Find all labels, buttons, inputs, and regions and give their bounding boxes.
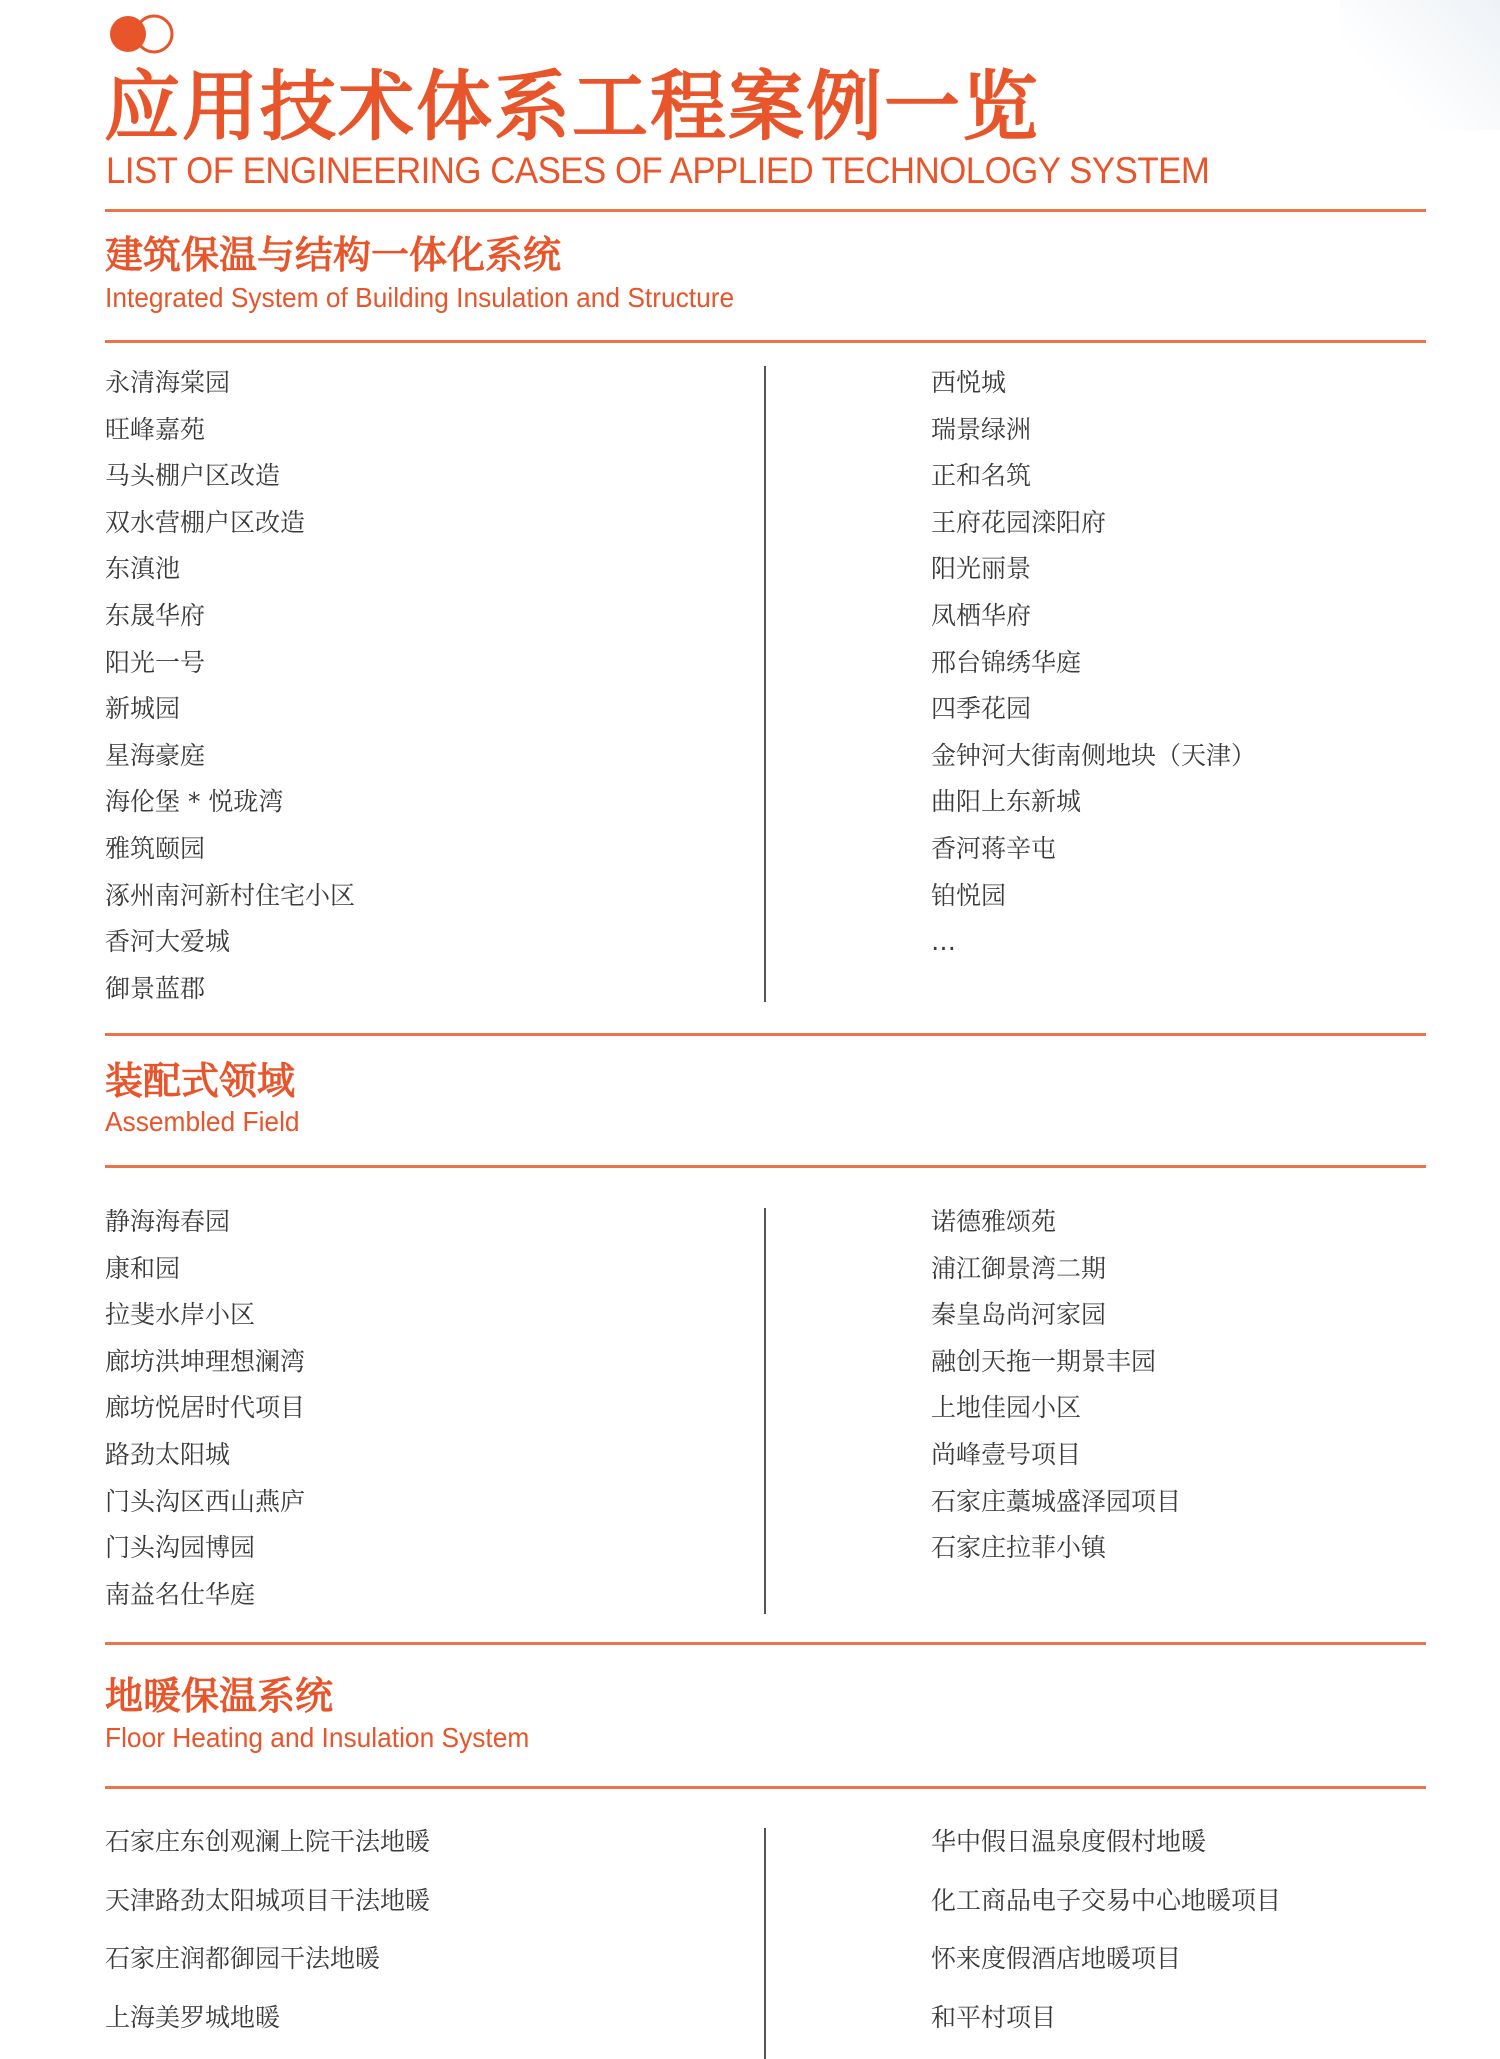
list-item: 铂悦园 [931, 880, 1007, 910]
page-title: 应用技术体系工程案例一览 [104, 62, 1040, 151]
divider [105, 1033, 1426, 1036]
list-item: 马头棚户区改造 [105, 461, 281, 491]
list-item: 诺德雅颂苑 [931, 1207, 1057, 1236]
list-item: 瑞景绿洲 [931, 414, 1032, 444]
list-item: 双水营棚户区改造 [105, 507, 306, 537]
list-item: 涿州南河新村住宅小区 [105, 880, 356, 910]
list-item: 廊坊洪坤理想澜湾 [105, 1346, 306, 1376]
section-title-insulation-structure: 建筑保温与结构一体化系统 [105, 233, 562, 277]
list-item: 阳光丽景 [931, 554, 1032, 584]
list-item: 永清海棠园 [105, 368, 231, 397]
list-item: 金钟河大街南侧地块（天津） [931, 740, 1257, 770]
list-item: 王府花园滦阳府 [931, 507, 1107, 537]
list-item: 星海豪庭 [105, 740, 206, 770]
list-item: 康和园 [105, 1253, 181, 1283]
divider [105, 209, 1426, 212]
list-item: 四季花园 [931, 694, 1032, 724]
list-item: 浦江御景湾二期 [931, 1253, 1107, 1283]
list-item: 雅筑颐园 [105, 833, 206, 863]
list-item: 香河大爱城 [105, 927, 231, 957]
list-item: 上海美罗城地暖 [105, 2002, 281, 2032]
section-title-assembled-field: 装配式领域 [105, 1059, 296, 1103]
case-list-right [931, 1813, 1281, 2047]
list-item: 门头沟园博园 [105, 1533, 256, 1563]
case-list-left [105, 1199, 305, 1618]
column-divider [764, 1208, 766, 1614]
list-item: 香河蒋辛屯 [931, 833, 1057, 863]
list-item: 石家庄东创观澜上院干法地暖 [105, 1827, 431, 1856]
list-item: 石家庄润都御园干法地暖 [105, 1944, 381, 1973]
list-item: 南益名仕华庭 [105, 1579, 256, 1609]
list-item: 东滇池 [105, 554, 181, 584]
list-item: 门头沟区西山燕庐 [105, 1486, 306, 1516]
list-item: … [931, 927, 956, 957]
list-item: 拉斐水岸小区 [105, 1300, 256, 1330]
section-subtitle-insulation-structure: Integrated System of Building Insulation and Structure [105, 282, 735, 313]
divider [105, 340, 1426, 343]
list-item: 海伦堡 * 悦珑湾 [105, 787, 284, 817]
list-item: 凤栖华府 [931, 600, 1032, 630]
list-item: 西悦城 [931, 368, 1007, 397]
section-subtitle-floor-heating: Floor Heating and Insulation System [105, 1722, 530, 1753]
list-item: 石家庄拉菲小镇 [931, 1533, 1107, 1563]
column-divider [764, 1828, 766, 2059]
list-item: 融创天拖一期景丰园 [931, 1346, 1157, 1376]
list-item: 路劲太阳城 [105, 1439, 231, 1469]
list-item: 御景蓝郡 [105, 973, 206, 1003]
divider [105, 1165, 1426, 1168]
list-item: 化工商品电子交易中心地暖项目 [931, 1885, 1282, 1915]
list-item: 怀来度假酒店地暖项目 [931, 1944, 1182, 1973]
list-item: 新城园 [105, 694, 181, 724]
case-list-left [105, 1813, 430, 2047]
section-title-floor-heating: 地暖保温系统 [105, 1674, 334, 1718]
divider [105, 1642, 1426, 1645]
list-item: 和平村项目 [931, 2002, 1057, 2032]
corner-decoration [1340, 0, 1500, 130]
list-item: 秦皇岛尚河家园 [931, 1300, 1107, 1330]
list-item: 东晟华府 [105, 600, 206, 630]
list-item: 正和名筑 [931, 461, 1032, 491]
list-item: 天津路劲太阳城项目干法地暖 [105, 1885, 431, 1915]
case-list-left [105, 360, 355, 1012]
list-item: 尚峰壹号项目 [931, 1439, 1082, 1469]
list-item: 石家庄藁城盛泽园项目 [931, 1486, 1182, 1516]
list-item: 旺峰嘉苑 [105, 414, 206, 444]
list-item: 阳光一号 [105, 647, 206, 677]
case-list-right [931, 360, 1256, 966]
list-item: 邢台锦绣华庭 [931, 647, 1082, 677]
column-divider [764, 366, 766, 1002]
list-item: 静海海春园 [105, 1207, 231, 1236]
case-list-right [931, 1199, 1181, 1572]
list-item: 曲阳上东新城 [931, 787, 1082, 817]
two-circle-logo-icon [106, 12, 178, 56]
divider [105, 1786, 1426, 1789]
list-item: 廊坊悦居时代项目 [105, 1393, 306, 1423]
section-subtitle-assembled-field: Assembled Field [105, 1106, 300, 1137]
page-subtitle: LIST OF ENGINEERING CASES OF APPLIED TECHNOLOGY SYSTEM [106, 150, 1210, 191]
list-item: 上地佳园小区 [931, 1393, 1082, 1423]
list-item: 华中假日温泉度假村地暖 [931, 1827, 1207, 1856]
